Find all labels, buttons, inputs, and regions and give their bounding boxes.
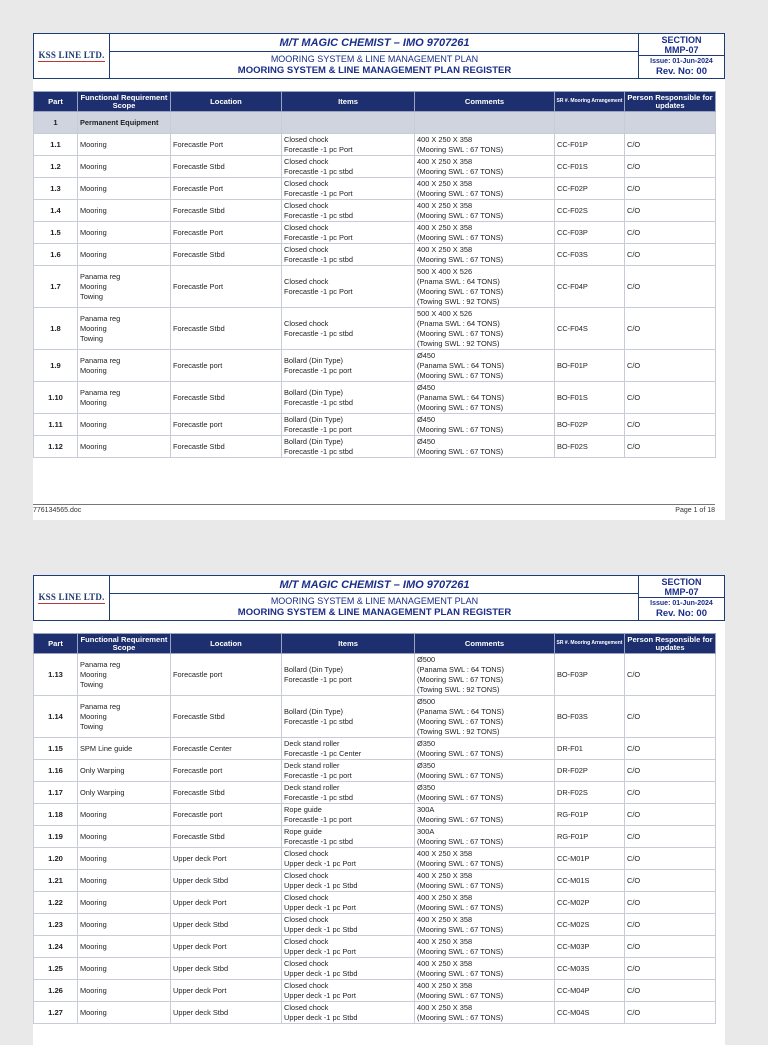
cell-scope: Mooring: [78, 178, 171, 200]
cell-person: C/O: [625, 804, 716, 826]
document-page-1: [33, 33, 725, 520]
table-row: [34, 308, 716, 350]
cell-comments: Ø350 (Mooring SWL : 67 TONS): [415, 738, 555, 760]
table-row: [34, 244, 716, 266]
cell-items: Closed chock Forecastle -1 pc stbd: [282, 156, 415, 178]
cell-person: C/O: [625, 308, 716, 350]
cell-items: Bollard (Din Type) Forecastle -1 pc port: [282, 654, 415, 696]
cell-sr: CC-F01P: [555, 134, 625, 156]
cell-scope: Mooring: [78, 414, 171, 436]
revision-number: Rev. No: 00: [655, 66, 708, 77]
cell-location: Forecastle Stbd: [171, 696, 282, 738]
cell-part: 1.10: [34, 382, 78, 414]
cell-comments: 400 X 250 X 358 (Mooring SWL : 67 TONS): [415, 936, 555, 958]
table-row: [34, 782, 716, 804]
cell-person: C/O: [625, 350, 716, 382]
column-header-sr: SR #. Mooring Arrangement: [555, 634, 625, 654]
cell-comments: Ø450 (Mooring SWL : 67 TONS): [415, 436, 555, 458]
cell-scope: SPM Line guide: [78, 738, 171, 760]
table-row: [34, 222, 716, 244]
cell-location: Forecastle Stbd: [171, 826, 282, 848]
column-header-location: Location: [171, 92, 282, 112]
table-row: [34, 200, 716, 222]
page-header: [33, 33, 725, 79]
cell-items: Closed chock Upper deck -1 pc Stbd: [282, 1002, 415, 1024]
cell-scope: Panama reg Mooring Towing: [78, 308, 171, 350]
cell-sr: CC-F01S: [555, 156, 625, 178]
cell-comments: Ø500 (Panama SWL : 64 TONS) (Mooring SWL : 67 TONS) (Towing SWL : 92 TONS): [415, 654, 555, 696]
cell-part: 1.9: [34, 350, 78, 382]
cell-location: Forecastle Stbd: [171, 156, 282, 178]
table-header-row: [34, 92, 716, 112]
cell-location: Forecastle Stbd: [171, 782, 282, 804]
cell-sr: CC-M01P: [555, 848, 625, 870]
table-row: [34, 266, 716, 308]
cell-comments: 400 X 250 X 358 (Mooring SWL : 67 TONS): [415, 870, 555, 892]
cell-items: Closed chock Upper deck -1 pc Stbd: [282, 914, 415, 936]
cell-person: C/O: [625, 738, 716, 760]
cell-part: 1.2: [34, 156, 78, 178]
cell-location: Forecastle Stbd: [171, 382, 282, 414]
cell-scope: Mooring: [78, 244, 171, 266]
cell-items: Closed chock Forecastle -1 pc Port: [282, 266, 415, 308]
cell-part: 1.4: [34, 200, 78, 222]
cell-items: Closed chock Forecastle -1 pc stbd: [282, 244, 415, 266]
issue-date: Issue: 01-Jun-2024: [650, 600, 713, 607]
cell-person: C/O: [625, 200, 716, 222]
cell-items: Closed chock Upper deck -1 pc Port: [282, 936, 415, 958]
cell-comments: 300A (Mooring SWL : 67 TONS): [415, 804, 555, 826]
cell-comments: Ø500 (Panama SWL : 64 TONS) (Mooring SWL : 67 TONS) (Towing SWL : 92 TONS): [415, 696, 555, 738]
cell-part: 1.1: [34, 134, 78, 156]
table-row: [34, 156, 716, 178]
cell-part: 1.24: [34, 936, 78, 958]
cell-sr: CC-F02S: [555, 200, 625, 222]
page-number: Page 1 of 18: [675, 507, 715, 514]
cell-scope: Panama reg Mooring Towing: [78, 266, 171, 308]
cell-sr: CC-M01S: [555, 870, 625, 892]
table-row: [34, 414, 716, 436]
cell-person: C/O: [625, 156, 716, 178]
cell-person: C/O: [625, 436, 716, 458]
cell-sr: BO-F02P: [555, 414, 625, 436]
cell-items: Closed chock Upper deck -1 pc Stbd: [282, 870, 415, 892]
cell-location: Forecastle Stbd: [171, 244, 282, 266]
cell-comments: 400 X 250 X 358 (Mooring SWL : 67 TONS): [415, 914, 555, 936]
cell-scope: Mooring: [78, 936, 171, 958]
section-label: SECTION MMP-07: [639, 576, 724, 598]
page-footer: [33, 504, 715, 514]
cell-person: C/O: [625, 414, 716, 436]
cell-items: Closed chock Forecastle -1 pc stbd: [282, 200, 415, 222]
register-title: MOORING SYSTEM & LINE MANAGEMENT PLAN REGISTER: [237, 65, 512, 76]
cell-sr: CC-F03P: [555, 222, 625, 244]
cell-items: Bollard (Din Type) Forecastle -1 pc stbd: [282, 382, 415, 414]
table-row: [34, 826, 716, 848]
cell-items: Closed chock Upper deck -1 pc Port: [282, 980, 415, 1002]
table-row: [34, 350, 716, 382]
cell-comments: 400 X 250 X 358 (Mooring SWL : 67 TONS): [415, 200, 555, 222]
cell-location: Forecastle Port: [171, 266, 282, 308]
cell-sr: CC-M02P: [555, 892, 625, 914]
cell-location: Upper deck Port: [171, 936, 282, 958]
cell-person: C/O: [625, 914, 716, 936]
cell-location: Forecastle Port: [171, 134, 282, 156]
table-row: [34, 654, 716, 696]
cell-location: Forecastle port: [171, 654, 282, 696]
cell-sr: CC-F04S: [555, 308, 625, 350]
section-label: SECTION MMP-07: [639, 34, 724, 56]
column-header-comments: Comments: [415, 634, 555, 654]
cell-location: Upper deck Port: [171, 892, 282, 914]
group-part: 1: [34, 112, 78, 134]
cell-comments: 400 X 250 X 358 (Mooring SWL : 67 TONS): [415, 156, 555, 178]
cell-comments: 400 X 250 X 358 (Mooring SWL : 67 TONS): [415, 848, 555, 870]
cell-comments: 400 X 250 X 358 (Mooring SWL : 67 TONS): [415, 980, 555, 1002]
column-header-part: Part: [34, 634, 78, 654]
column-header-comments: Comments: [415, 92, 555, 112]
column-header-person: Person Responsible for updates: [625, 92, 716, 112]
column-header-part: Part: [34, 92, 78, 112]
cell-scope: Mooring: [78, 958, 171, 980]
cell-person: C/O: [625, 870, 716, 892]
group-row: [34, 112, 716, 134]
cell-comments: 400 X 250 X 358 (Mooring SWL : 67 TONS): [415, 892, 555, 914]
cell-part: 1.19: [34, 826, 78, 848]
cell-sr: CC-F03S: [555, 244, 625, 266]
cell-items: Closed chock Upper deck -1 pc Port: [282, 892, 415, 914]
cell-part: 1.8: [34, 308, 78, 350]
cell-items: Bollard (Din Type) Forecastle -1 pc stbd: [282, 436, 415, 458]
cell-items: Closed chock Forecastle -1 pc stbd: [282, 308, 415, 350]
cell-location: Upper deck Port: [171, 980, 282, 1002]
cell-comments: Ø350 (Mooring SWL : 67 TONS): [415, 760, 555, 782]
cell-part: 1.6: [34, 244, 78, 266]
cell-comments: 400 X 250 X 358 (Mooring SWL : 67 TONS): [415, 222, 555, 244]
cell-person: C/O: [625, 244, 716, 266]
cell-scope: Mooring: [78, 914, 171, 936]
register-title: MOORING SYSTEM & LINE MANAGEMENT PLAN REGISTER: [237, 607, 512, 618]
page-header: [33, 575, 725, 621]
table-header-row: [34, 634, 716, 654]
cell-scope: Only Warping: [78, 782, 171, 804]
cell-location: Forecastle Center: [171, 738, 282, 760]
cell-person: C/O: [625, 980, 716, 1002]
cell-comments: 400 X 250 X 358 (Mooring SWL : 67 TONS): [415, 958, 555, 980]
cell-part: 1.11: [34, 414, 78, 436]
cell-scope: Mooring: [78, 134, 171, 156]
column-header-sr: SR #. Mooring Arrangement: [555, 92, 625, 112]
cell-part: 1.7: [34, 266, 78, 308]
cell-part: 1.13: [34, 654, 78, 696]
plan-title: MOORING SYSTEM & LINE MANAGEMENT PLAN: [270, 596, 479, 606]
file-name: 776134565.doc: [33, 507, 82, 514]
cell-person: C/O: [625, 1002, 716, 1024]
cell-part: 1.20: [34, 848, 78, 870]
cell-scope: Mooring: [78, 804, 171, 826]
cell-person: C/O: [625, 696, 716, 738]
cell-sr: BO-F01S: [555, 382, 625, 414]
column-header-items: Items: [282, 634, 415, 654]
plan-title: MOORING SYSTEM & LINE MANAGEMENT PLAN: [270, 54, 479, 64]
cell-sr: CC-F02P: [555, 178, 625, 200]
cell-items: Closed chock Upper deck -1 pc Port: [282, 848, 415, 870]
cell-part: 1.17: [34, 782, 78, 804]
cell-scope: Mooring: [78, 200, 171, 222]
cell-sr: DR-F02S: [555, 782, 625, 804]
cell-sr: DR-F01: [555, 738, 625, 760]
cell-comments: 500 X 400 X 526 (Pnama SWL : 64 TONS) (Mooring SWL : 67 TONS) (Towing SWL : 92 TONS): [415, 266, 555, 308]
table-row: [34, 892, 716, 914]
cell-scope: Panama reg Mooring Towing: [78, 696, 171, 738]
cell-location: Forecastle Stbd: [171, 436, 282, 458]
cell-sr: RG-F01P: [555, 804, 625, 826]
cell-location: Upper deck Port: [171, 848, 282, 870]
cell-sr: CC-M04S: [555, 1002, 625, 1024]
cell-part: 1.3: [34, 178, 78, 200]
cell-location: Forecastle port: [171, 350, 282, 382]
cell-items: Bollard (Din Type) Forecastle -1 pc port: [282, 414, 415, 436]
table-row: [34, 134, 716, 156]
cell-person: C/O: [625, 654, 716, 696]
cell-comments: 400 X 250 X 358 (Mooring SWL : 67 TONS): [415, 178, 555, 200]
cell-person: C/O: [625, 134, 716, 156]
cell-scope: Mooring: [78, 222, 171, 244]
cell-scope: Mooring: [78, 980, 171, 1002]
table-row: [34, 914, 716, 936]
table-row: [34, 848, 716, 870]
cell-person: C/O: [625, 222, 716, 244]
cell-comments: 300A (Mooring SWL : 67 TONS): [415, 826, 555, 848]
cell-part: 1.25: [34, 958, 78, 980]
cell-scope: Panama reg Mooring: [78, 350, 171, 382]
cell-part: 1.21: [34, 870, 78, 892]
cell-person: C/O: [625, 266, 716, 308]
cell-sr: CC-M03S: [555, 958, 625, 980]
cell-items: Deck stand roller Forecastle -1 pc stbd: [282, 782, 415, 804]
cell-items: Bollard (Din Type) Forecastle -1 pc stbd: [282, 696, 415, 738]
cell-sr: BO-F03S: [555, 696, 625, 738]
cell-items: Closed chock Forecastle -1 pc Port: [282, 134, 415, 156]
cell-scope: Only Warping: [78, 760, 171, 782]
cell-location: Forecastle Stbd: [171, 200, 282, 222]
cell-part: 1.18: [34, 804, 78, 826]
cell-location: Upper deck Stbd: [171, 958, 282, 980]
table-row: [34, 436, 716, 458]
cell-part: 1.23: [34, 914, 78, 936]
table-row: [34, 738, 716, 760]
table-row: [34, 980, 716, 1002]
cell-part: 1.27: [34, 1002, 78, 1024]
company-logo: KSS LINE LTD.: [34, 34, 110, 78]
cell-comments: Ø350 (Mooring SWL : 67 TONS): [415, 782, 555, 804]
register-table: [33, 633, 716, 1024]
cell-items: Deck stand roller Forecastle -1 pc Center: [282, 738, 415, 760]
cell-sr: BO-F01P: [555, 350, 625, 382]
cell-comments: 400 X 250 X 358 (Mooring SWL : 67 TONS): [415, 134, 555, 156]
cell-location: Forecastle Port: [171, 222, 282, 244]
cell-scope: Mooring: [78, 156, 171, 178]
cell-location: Forecastle port: [171, 414, 282, 436]
cell-sr: RG-F01P: [555, 826, 625, 848]
cell-scope: Mooring: [78, 1002, 171, 1024]
column-header-items: Items: [282, 92, 415, 112]
cell-part: 1.12: [34, 436, 78, 458]
cell-sr: BO-F02S: [555, 436, 625, 458]
cell-scope: Mooring: [78, 870, 171, 892]
cell-items: Rope guide Forecastle -1 pc port: [282, 804, 415, 826]
cell-part: 1.26: [34, 980, 78, 1002]
cell-location: Upper deck Stbd: [171, 914, 282, 936]
register-table: [33, 91, 716, 458]
cell-scope: Mooring: [78, 892, 171, 914]
cell-items: Rope guide Forecastle -1 pc stbd: [282, 826, 415, 848]
cell-person: C/O: [625, 936, 716, 958]
table-row: [34, 382, 716, 414]
group-scope: Permanent Equipment: [78, 112, 171, 134]
column-header-scope: Functional Requirement Scope: [78, 634, 171, 654]
cell-person: C/O: [625, 892, 716, 914]
revision-number: Rev. No: 00: [655, 608, 708, 619]
cell-location: Forecastle port: [171, 760, 282, 782]
cell-comments: 500 X 400 X 526 (Pnama SWL : 64 TONS) (Mooring SWL : 67 TONS) (Towing SWL : 92 TONS): [415, 308, 555, 350]
cell-person: C/O: [625, 782, 716, 804]
cell-items: Deck stand roller Forecastle -1 pc port: [282, 760, 415, 782]
cell-scope: Mooring: [78, 436, 171, 458]
cell-sr: CC-F04P: [555, 266, 625, 308]
cell-items: Closed chock Upper deck -1 pc Stbd: [282, 958, 415, 980]
issue-date: Issue: 01-Jun-2024: [650, 58, 713, 65]
column-header-location: Location: [171, 634, 282, 654]
table-row: [34, 936, 716, 958]
cell-part: 1.14: [34, 696, 78, 738]
cell-person: C/O: [625, 178, 716, 200]
cell-person: C/O: [625, 826, 716, 848]
cell-part: 1.5: [34, 222, 78, 244]
table-row: [34, 178, 716, 200]
cell-part: 1.15: [34, 738, 78, 760]
cell-items: Closed chock Forecastle -1 pc Port: [282, 178, 415, 200]
cell-person: C/O: [625, 760, 716, 782]
cell-location: Forecastle Stbd: [171, 308, 282, 350]
cell-comments: Ø450 (Panama SWL : 64 TONS) (Mooring SWL : 67 TONS): [415, 350, 555, 382]
cell-comments: Ø450 (Panama SWL : 64 TONS) (Mooring SWL : 67 TONS): [415, 382, 555, 414]
cell-person: C/O: [625, 848, 716, 870]
cell-comments: 400 X 250 X 358 (Mooring SWL : 67 TONS): [415, 244, 555, 266]
cell-scope: Panama reg Mooring: [78, 382, 171, 414]
cell-location: Forecastle Port: [171, 178, 282, 200]
cell-person: C/O: [625, 382, 716, 414]
document-page-2: [33, 575, 725, 1045]
cell-location: Forecastle port: [171, 804, 282, 826]
ship-title: M/T MAGIC CHEMIST – IMO 9707261: [110, 576, 639, 594]
column-header-scope: Functional Requirement Scope: [78, 92, 171, 112]
cell-scope: Mooring: [78, 826, 171, 848]
cell-comments: 400 X 250 X 358 (Mooring SWL : 67 TONS): [415, 1002, 555, 1024]
cell-sr: DR-F02P: [555, 760, 625, 782]
cell-part: 1.22: [34, 892, 78, 914]
table-row: [34, 870, 716, 892]
table-row: [34, 1002, 716, 1024]
cell-person: C/O: [625, 958, 716, 980]
cell-sr: CC-M03P: [555, 936, 625, 958]
cell-items: Bollard (Din Type) Forecastle -1 pc port: [282, 350, 415, 382]
cell-scope: Panama reg Mooring Towing: [78, 654, 171, 696]
cell-part: 1.16: [34, 760, 78, 782]
cell-items: Closed chock Forecastle -1 pc Port: [282, 222, 415, 244]
table-row: [34, 760, 716, 782]
cell-location: Upper deck Stbd: [171, 1002, 282, 1024]
table-row: [34, 696, 716, 738]
table-row: [34, 804, 716, 826]
cell-sr: CC-M04P: [555, 980, 625, 1002]
cell-scope: Mooring: [78, 848, 171, 870]
ship-title: M/T MAGIC CHEMIST – IMO 9707261: [110, 34, 639, 52]
table-row: [34, 958, 716, 980]
cell-sr: CC-M02S: [555, 914, 625, 936]
cell-location: Upper deck Stbd: [171, 870, 282, 892]
company-logo: KSS LINE LTD.: [34, 576, 110, 620]
column-header-person: Person Responsible for updates: [625, 634, 716, 654]
cell-comments: Ø450 (Mooring SWL : 67 TONS): [415, 414, 555, 436]
cell-sr: BO-F03P: [555, 654, 625, 696]
